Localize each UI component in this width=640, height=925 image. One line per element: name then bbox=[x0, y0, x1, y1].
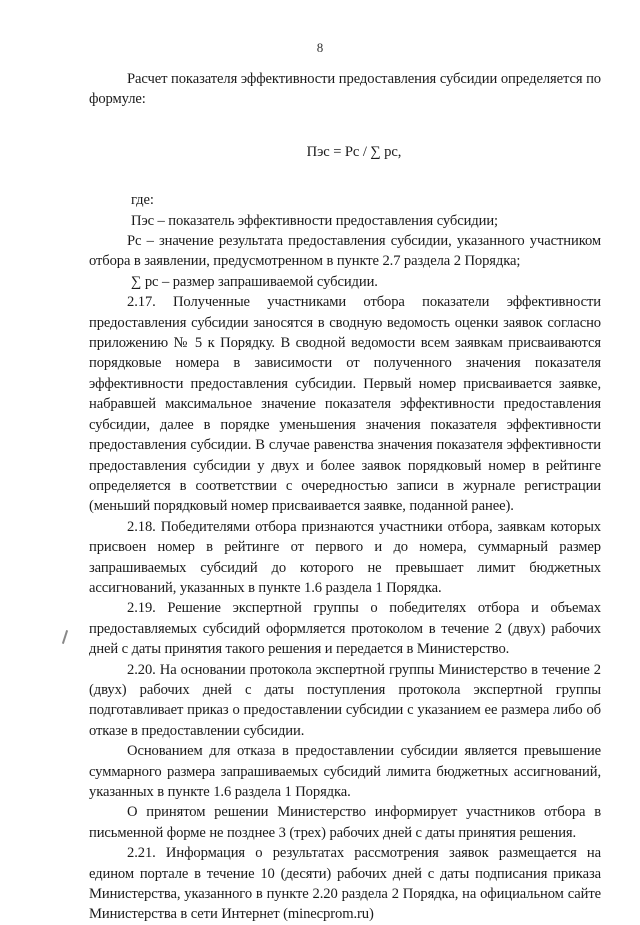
definition-rs: Рс – значение результата предоставления субсидии, указанного участником отбора в заявлении, предусмотренном в пункте 2.7 раздела 2 Порядка; bbox=[89, 233, 601, 270]
definition-sum-rs: ∑ рс – размер запрашиваемой субсидии. bbox=[131, 273, 378, 290]
paragraph-2-18: 2.18. Победителями отбора признаются участники отбора, заявкам которых присвоен номер в рейтинге от первого и до номера, суммарный размер запрашиваемых субсидий до которого не превышает лимит бюджетных ассигнований, указанных в пункте 1.6 раздела 1 Порядка. bbox=[89, 518, 601, 596]
paragraph-2-20: 2.20. На основании протокола экспертной группы Министерство в течение 2 (двух) рабочих дней с даты поступления протокола экспертной группы подготавливает приказ о предоставлении субсидии с указанием ее размера либо об отказе в предоставлении субсидии. bbox=[89, 661, 601, 739]
paragraph-2-21: 2.21. Информация о результатах рассмотрения заявок размещается на едином портале в течение 10 (десяти) рабочих дней с даты подписания приказа Министерства, указанного в пункте 2.20 раздела 2 Порядка, на официальном сайте Министерства в сети Интернет (minecprom.ru) bbox=[89, 845, 601, 923]
intro-paragraph: Расчет показателя эффективности предоставления субсидии определяется по формуле: bbox=[89, 71, 601, 108]
scan-mark bbox=[62, 630, 68, 644]
where-label: где: bbox=[131, 192, 154, 209]
document-body bbox=[89, 69, 601, 925]
page-number: 8 bbox=[316, 40, 324, 55]
formula: Пэс = Рс / ∑ рс, bbox=[306, 143, 402, 160]
definition-pes: Пэс – показатель эффективности предоставления субсидии; bbox=[131, 212, 499, 229]
paragraph-2-17: 2.17. Полученные участниками отбора показатели эффективности предоставления субсидии заносятся в сводную ведомость оценки заявок согласно приложению № 5 к Порядку. В сводной ведомости всем заявкам присваиваются порядковые номера в зависимости от полученного значения показателя эффективности предоставления субсидии. Первый номер присваивается заявке, набравшей максимальное значение показателя эффективности предоставления субсидии, далее в порядке уменьшения значения показателя эффективности предоставления субсидии. В случае равенства значения показателя эффективности предоставления субсидии у двух и более заявок порядковый номер в рейтинге определяется в соответствии с очередностью записи в журнале регистрации (меньший порядковый номер присваивается заявке, поданной ранее). bbox=[89, 294, 601, 515]
refusal-paragraph: Основанием для отказа в предоставлении субсидии является превышение суммарного размера запрашиваемых субсидий лимита бюджетных ассигнований, указанных в пункте 1.6 раздела 1 Порядка. bbox=[89, 743, 601, 800]
inform-paragraph: О принятом решении Министерство информирует участников отбора в письменной форме не позднее 3 (трех) рабочих дней с даты принятия решения. bbox=[89, 804, 601, 841]
paragraph-2-19: 2.19. Решение экспертной группы о победителях отбора и объемах предоставляемых субсидий оформляется протоколом в течение 2 (двух) рабочих дней с даты принятия такого решения и передается в Министерство. bbox=[89, 600, 601, 658]
